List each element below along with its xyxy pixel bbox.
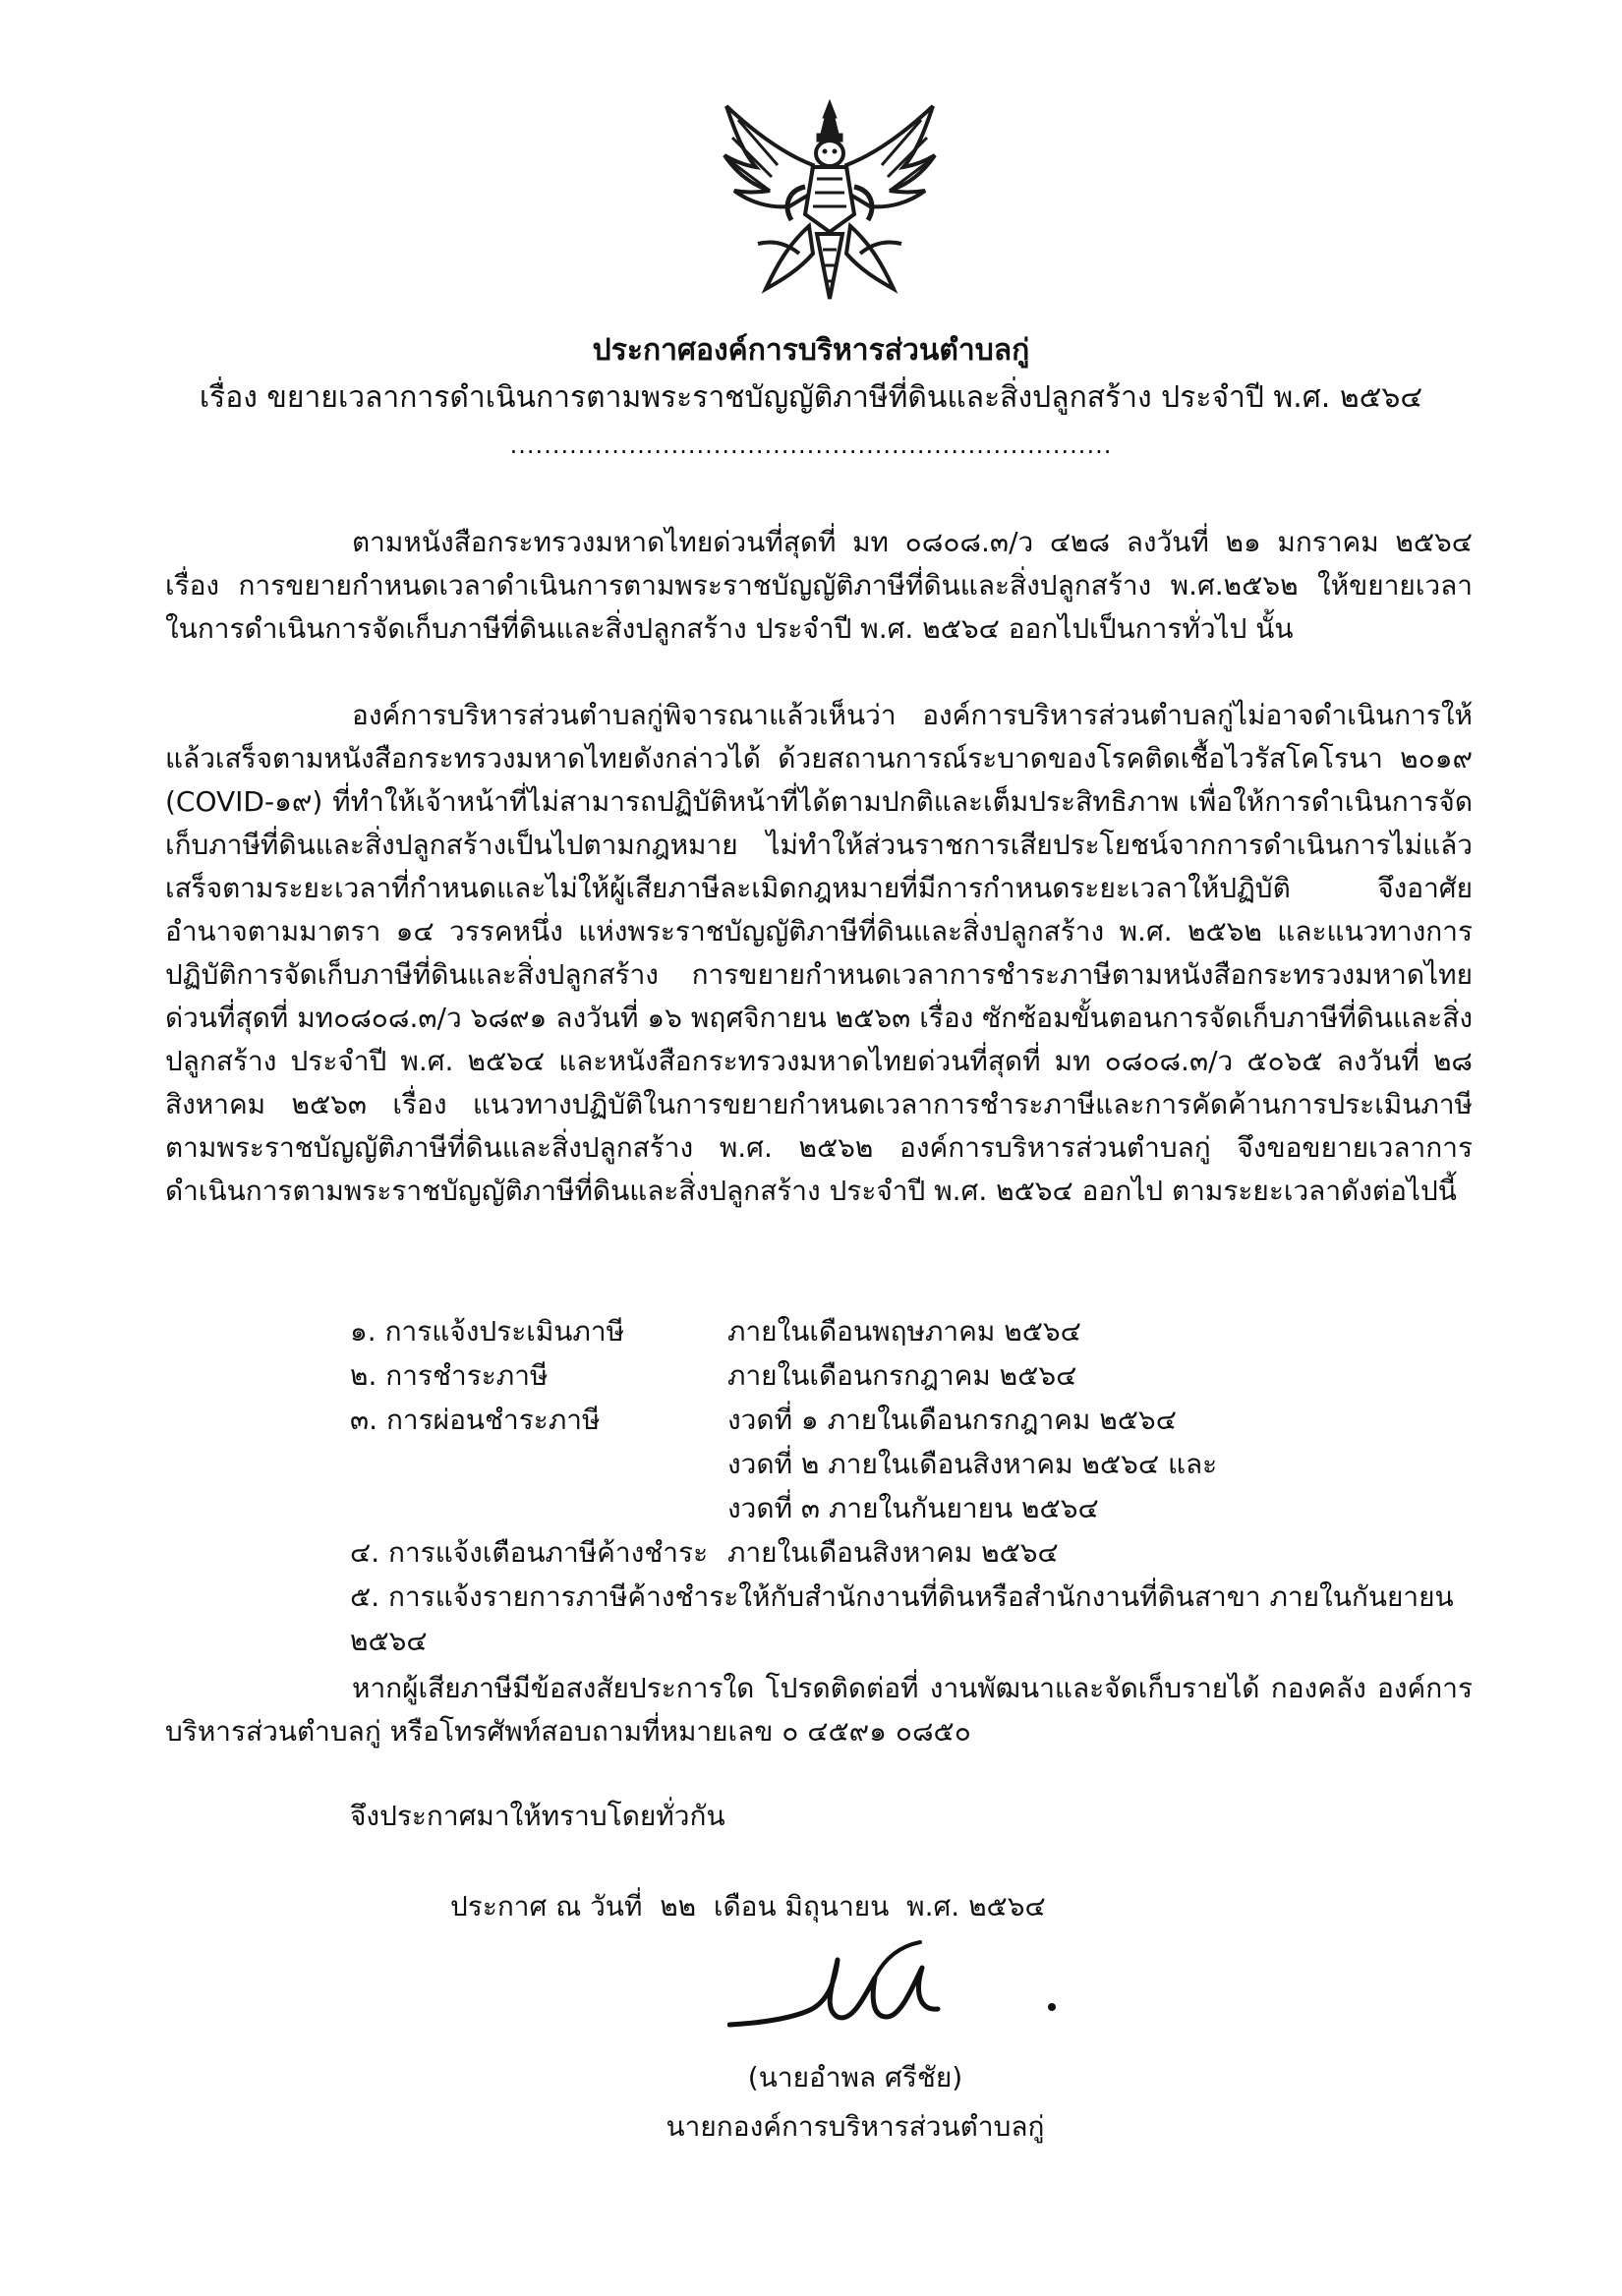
garuda-emblem-icon — [719, 96, 941, 305]
schedule-row-5 — [350, 1575, 1480, 1663]
schedule-list — [350, 1309, 1480, 1663]
schedule-label — [350, 1442, 727, 1486]
schedule-label: ๓. การผ่อนชำระภาษี — [350, 1404, 601, 1436]
schedule-row — [350, 1486, 1480, 1530]
schedule-label: ๒. การชำระภาษี — [350, 1359, 549, 1392]
paragraph-text: ตามหนังสือกระทรวงมหาดไทยด่วนที่สุดที่ มท ๐๘๐๘.๓/ว ๔๒๘ ลงวันที่ ๒๑ มกราคม ๒๕๖๔ เรื่อง การขยายกำหนดเวลาดำเนินการตามพระราชบัญญัติภาษีที่ดินและสิ่งปลูกสร้าง พ.ศ.๒๕๖๒ ให้ขยายเวลาในการดำเนินการจัดเก็บภาษีที่ดินและสิ่งปลูกสร้าง ประจำปี พ.ศ. ๒๕๖๔ ออกไปเป็นการทั่วไป นั้น — [165, 526, 1473, 645]
schedule-value: งวดที่ ๒ ภายในเดือนสิงหาคม ๒๕๖๔ และ — [727, 1448, 1218, 1480]
announcement-title: ประกาศองค์การบริหารส่วนตำบลกู่ — [592, 333, 1030, 368]
body-paragraph-2 — [165, 694, 1473, 1213]
schedule-value: งวดที่ ๑ ภายในเดือนกรกฎาคม ๒๕๖๔ — [727, 1404, 1177, 1436]
schedule-value: ภายในเดือนสิงหาคม ๒๕๖๔ — [727, 1536, 1059, 1569]
signer-position: นายกองค์การบริหารส่วนตำบลกู่ — [666, 2110, 1045, 2143]
paragraph-text: องค์การบริหารส่วนตำบลกู่พิจารณาแล้วเห็นว่า องค์การบริหารส่วนตำบลกู่ไม่อาจดำเนินการให้แล้วเสร็จตามหนังสือกระทรวงมหาดไทยดังกล่าวได้ ด้วยสถานการณ์ระบาดของโรคติดเชื้อไวรัสโคโรนา ๒๐๑๙ (COVID-๑๙) ที่ทำให้เจ้าหน้าที่ไม่สามารถปฏิบัติหน้าที่ได้ตามปกติและเต็มประสิทธิภาพ เพื่อให้การดำเนินการจัดเก็บภาษีที่ดินและสิ่งปลูกสร้างเป็นไปตามกฎหมาย ไม่ทำให้ส่วนราชการเสียประโยชน์จากการดำเนินการไม่แล้วเสร็จตามระยะเวลาที่กำหนดและไม่ให้ผู้เสียภาษีละเมิดกฎหมายที่มีการกำหนดระยะเวลาให้ปฏิบัติ จึงอาศัยอำนาจตามมาตรา ๑๔ วรรคหนึ่ง แห่งพระราชบัญญัติภาษีที่ดินและสิ่งปลูกสร้าง พ.ศ. ๒๕๖๒ และแนวทางการปฏิบัติการจัดเก็บภาษีที่ดินและสิ่งปลูกสร้าง การขยายกำหนดเวลาการชำระภาษีตามหนังสือกระทรวงมหาดไทยด่วนที่สุดที่ มท๐๘๐๘.๓/ว ๖๘๙๑ ลงวันที่ ๑๖ พฤศจิกายน ๒๕๖๓ เรื่อง ซักซ้อมขั้นตอนการจัดเก็บภาษีที่ดินและสิ่งปลูกสร้าง ประจำปี พ.ศ. ๒๕๖๔ และหนังสือกระทรวงมหาดไทยด่วนที่สุดที่ มท ๐๘๐๘.๓/ว ๕๐๖๕ ลงวันที่ ๒๘ สิงหาคม ๒๕๖๓ เรื่อง แนวทางปฏิบัติในการขยายกำหนดเวลาการชำระภาษีและการคัดค้านการประเมินภาษีตามพระราชบัญญัติภาษีที่ดินและสิ่งปลูกสร้าง พ.ศ. ๒๕๖๒ องค์การบริหารส่วนตำบลกู่ จึงขอขยายเวลาการดำเนินการตามพระราชบัญญัติภาษีที่ดินและสิ่งปลูกสร้าง ประจำปี พ.ศ. ๒๕๖๔ ออกไป ตามระยะเวลาดังต่อไปนี้ — [165, 699, 1473, 1207]
schedule-row — [350, 1442, 1480, 1486]
handwritten-signature — [727, 1938, 1081, 2046]
schedule-label: ๔. การแจ้งเตือนภาษีค้างชำระ — [350, 1536, 709, 1569]
schedule-row — [350, 1398, 1480, 1442]
dotted-divider: ....................................................................... — [509, 431, 1113, 459]
body-paragraph-3 — [165, 1667, 1473, 1753]
schedule-value: งวดที่ ๓ ภายในกันยายน ๒๕๖๔ — [727, 1492, 1099, 1524]
paragraph-text: หากผู้เสียภาษีมีข้อสงสัยประการใด โปรดติดต่อที่ งานพัฒนาและจัดเก็บรายได้ กองคลัง องค์การบริหารส่วนตำบลกู่ หรือโทรศัพท์สอบถามที่หมายเลข ๐ ๔๕๙๑ ๐๘๕๐ — [165, 1672, 1473, 1748]
schedule-item-5-text: ๕. การแจ้งรายการภาษีค้างชำระให้กับสำนักงานที่ดินหรือสำนักงานที่ดินสาขา ภายในกันยายน ๒๕๖๔ — [350, 1580, 1454, 1657]
announcement-date: ประกาศ ณ วันที่ ๒๒ เดือน มิถุนายน พ.ศ. ๒๕๖๔ — [450, 1890, 1046, 1923]
schedule-value: ภายในเดือนกรกฎาคม ๒๕๖๔ — [727, 1359, 1077, 1392]
schedule-value: ภายในเดือนพฤษภาคม ๒๕๖๔ — [727, 1315, 1081, 1348]
schedule-row — [350, 1353, 1480, 1398]
signer-name: (นายอำพล ศรีชัย) — [747, 2061, 963, 2094]
closing-statement: จึงประกาศมาให้ทราบโดยทั่วกัน — [350, 1800, 725, 1832]
schedule-row — [350, 1530, 1480, 1575]
schedule-label — [350, 1486, 727, 1530]
schedule-label: ๑. การแจ้งประเมินภาษี — [350, 1315, 625, 1348]
announcement-subject: เรื่อง ขยายเวลาการดำเนินการตามพระราชบัญญัติภาษีที่ดินและสิ่งปลูกสร้าง ประจำปี พ.ศ. ๒๕๖๔ — [199, 380, 1423, 415]
schedule-row — [350, 1309, 1480, 1353]
body-paragraph-1 — [165, 521, 1473, 651]
